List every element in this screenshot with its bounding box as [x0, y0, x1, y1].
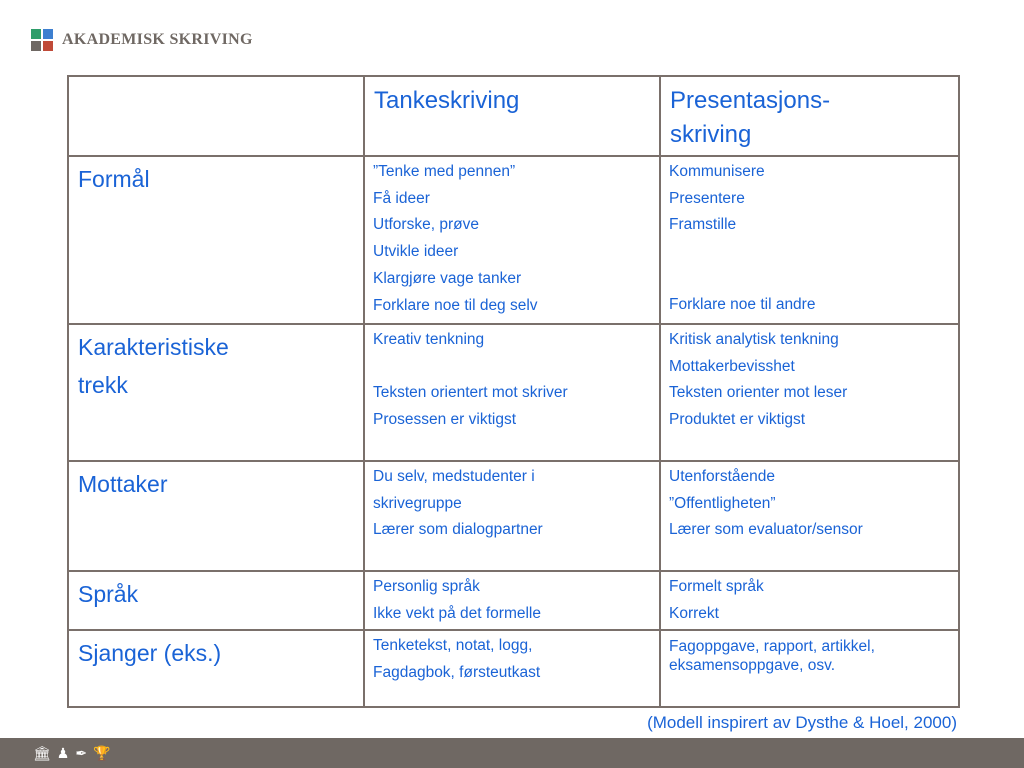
logo-tile	[43, 41, 53, 51]
cell-line: Ikke vekt på det formelle	[373, 604, 541, 622]
cell-line	[669, 239, 952, 266]
cell-line: Utforske, prøve	[373, 216, 479, 234]
cell-line: Lærer som dialogpartner	[373, 521, 543, 539]
cell-sprak-tanke	[364, 571, 660, 630]
cell-formal-tanke	[364, 156, 660, 324]
cell-formal-presentasjon	[660, 156, 959, 324]
logo-tile	[43, 29, 53, 39]
bank-icon: 🏛	[33, 745, 51, 761]
column-header-presentasjonsskriving	[660, 76, 959, 156]
row-header-line: Språk	[78, 581, 139, 607]
cell-mottaker-presentasjon	[660, 461, 959, 571]
cell-line	[373, 354, 653, 381]
cell-sjanger-tanke	[364, 630, 660, 707]
cell-trekk-presentasjon	[660, 324, 959, 461]
row-header-line: trekk	[78, 372, 128, 398]
logo-icon	[31, 29, 53, 51]
table-row-mottaker	[68, 461, 959, 571]
cell-line: skrivegruppe	[373, 494, 462, 512]
row-header-mottaker	[68, 461, 364, 571]
row-header-line: Karakteristiske	[78, 334, 229, 360]
logo-tile	[31, 29, 41, 39]
table-header-row	[68, 76, 959, 156]
cell-line: Tenketekst, notat, logg,	[373, 637, 533, 654]
cell-sprak-presentasjon	[660, 571, 959, 630]
column-header-line: Presentasjons-	[670, 87, 831, 114]
cell-line: Lærer som evaluator/sensor	[669, 521, 863, 539]
cell-line: Formelt språk	[669, 578, 764, 595]
row-header-sjanger	[68, 630, 364, 707]
empty-corner-cell	[68, 76, 364, 156]
quill-icon: ✒	[75, 745, 88, 761]
cell-line: Framstille	[669, 216, 737, 234]
cell-line: Du selv, medstudenter i	[373, 468, 535, 485]
cell-line	[669, 266, 952, 293]
cell-line: Teksten orienter mot leser	[669, 384, 848, 402]
cell-line: Kommunisere	[669, 163, 765, 180]
cell-line: Forklare noe til deg selv	[373, 296, 538, 314]
cell-line: Utvikle ideer	[373, 243, 459, 261]
table-row-formal	[68, 156, 959, 324]
column-header-tankeskriving	[364, 76, 660, 156]
column-header-line: Tankeskriving	[374, 87, 520, 114]
cell-line: eksamensoppgave, osv.	[669, 657, 836, 674]
cell-line: Få ideer	[373, 189, 430, 207]
cell-sjanger-presentasjon	[660, 630, 959, 707]
column-header-line: skriving	[670, 121, 752, 148]
cell-line: Personlig språk	[373, 578, 480, 595]
cell-line: Teksten orientert mot skriver	[373, 384, 568, 402]
cell-line: ”Offentligheten”	[669, 494, 776, 512]
row-header-karakteristiske-trekk	[68, 324, 364, 461]
row-header-line: Mottaker	[78, 471, 168, 497]
footer-bar	[0, 738, 1024, 768]
cell-line: Prosessen er viktigst	[373, 411, 516, 429]
cell-line: Utenforstående	[669, 468, 775, 485]
cell-line: Fagdagbok, førsteutkast	[373, 663, 541, 681]
cell-trekk-tanke	[364, 324, 660, 461]
row-header-line: Formål	[78, 166, 150, 192]
trophy-icon: 🏆	[93, 745, 111, 761]
cell-line: ”Tenke med pennen”	[373, 163, 516, 180]
table-row-sjanger	[68, 630, 959, 707]
cell-line: Presentere	[669, 189, 745, 207]
cell-line: Korrekt	[669, 604, 719, 622]
source-caption: (Modell inspirert av Dysthe & Hoel, 2000)	[647, 713, 957, 732]
cell-line: Klargjøre vage tanker	[373, 269, 522, 287]
cell-mottaker-tanke	[364, 461, 660, 571]
table-row-karakteristiske-trekk	[68, 324, 959, 461]
row-header-line: Sjanger (eks.)	[78, 640, 222, 666]
cell-line: Fagoppgave, rapport, artikkel,	[669, 638, 875, 655]
chess-icon: ♟	[56, 745, 70, 761]
header	[31, 29, 253, 51]
cell-line: Kritisk analytisk tenkning	[669, 331, 839, 348]
row-header-formal	[68, 156, 364, 324]
row-header-sprak	[68, 571, 364, 630]
cell-line: Produktet er viktigst	[669, 411, 806, 429]
table-row-sprak	[68, 571, 959, 630]
cell-line: Forklare noe til andre	[669, 296, 816, 314]
cell-line: Mottakerbevisshet	[669, 357, 795, 375]
comparison-table	[67, 75, 960, 708]
logo-tile	[31, 41, 41, 51]
brand-title: AKADEMISK SKRIVING	[62, 31, 253, 48]
cell-line: Kreativ tenkning	[373, 331, 485, 348]
